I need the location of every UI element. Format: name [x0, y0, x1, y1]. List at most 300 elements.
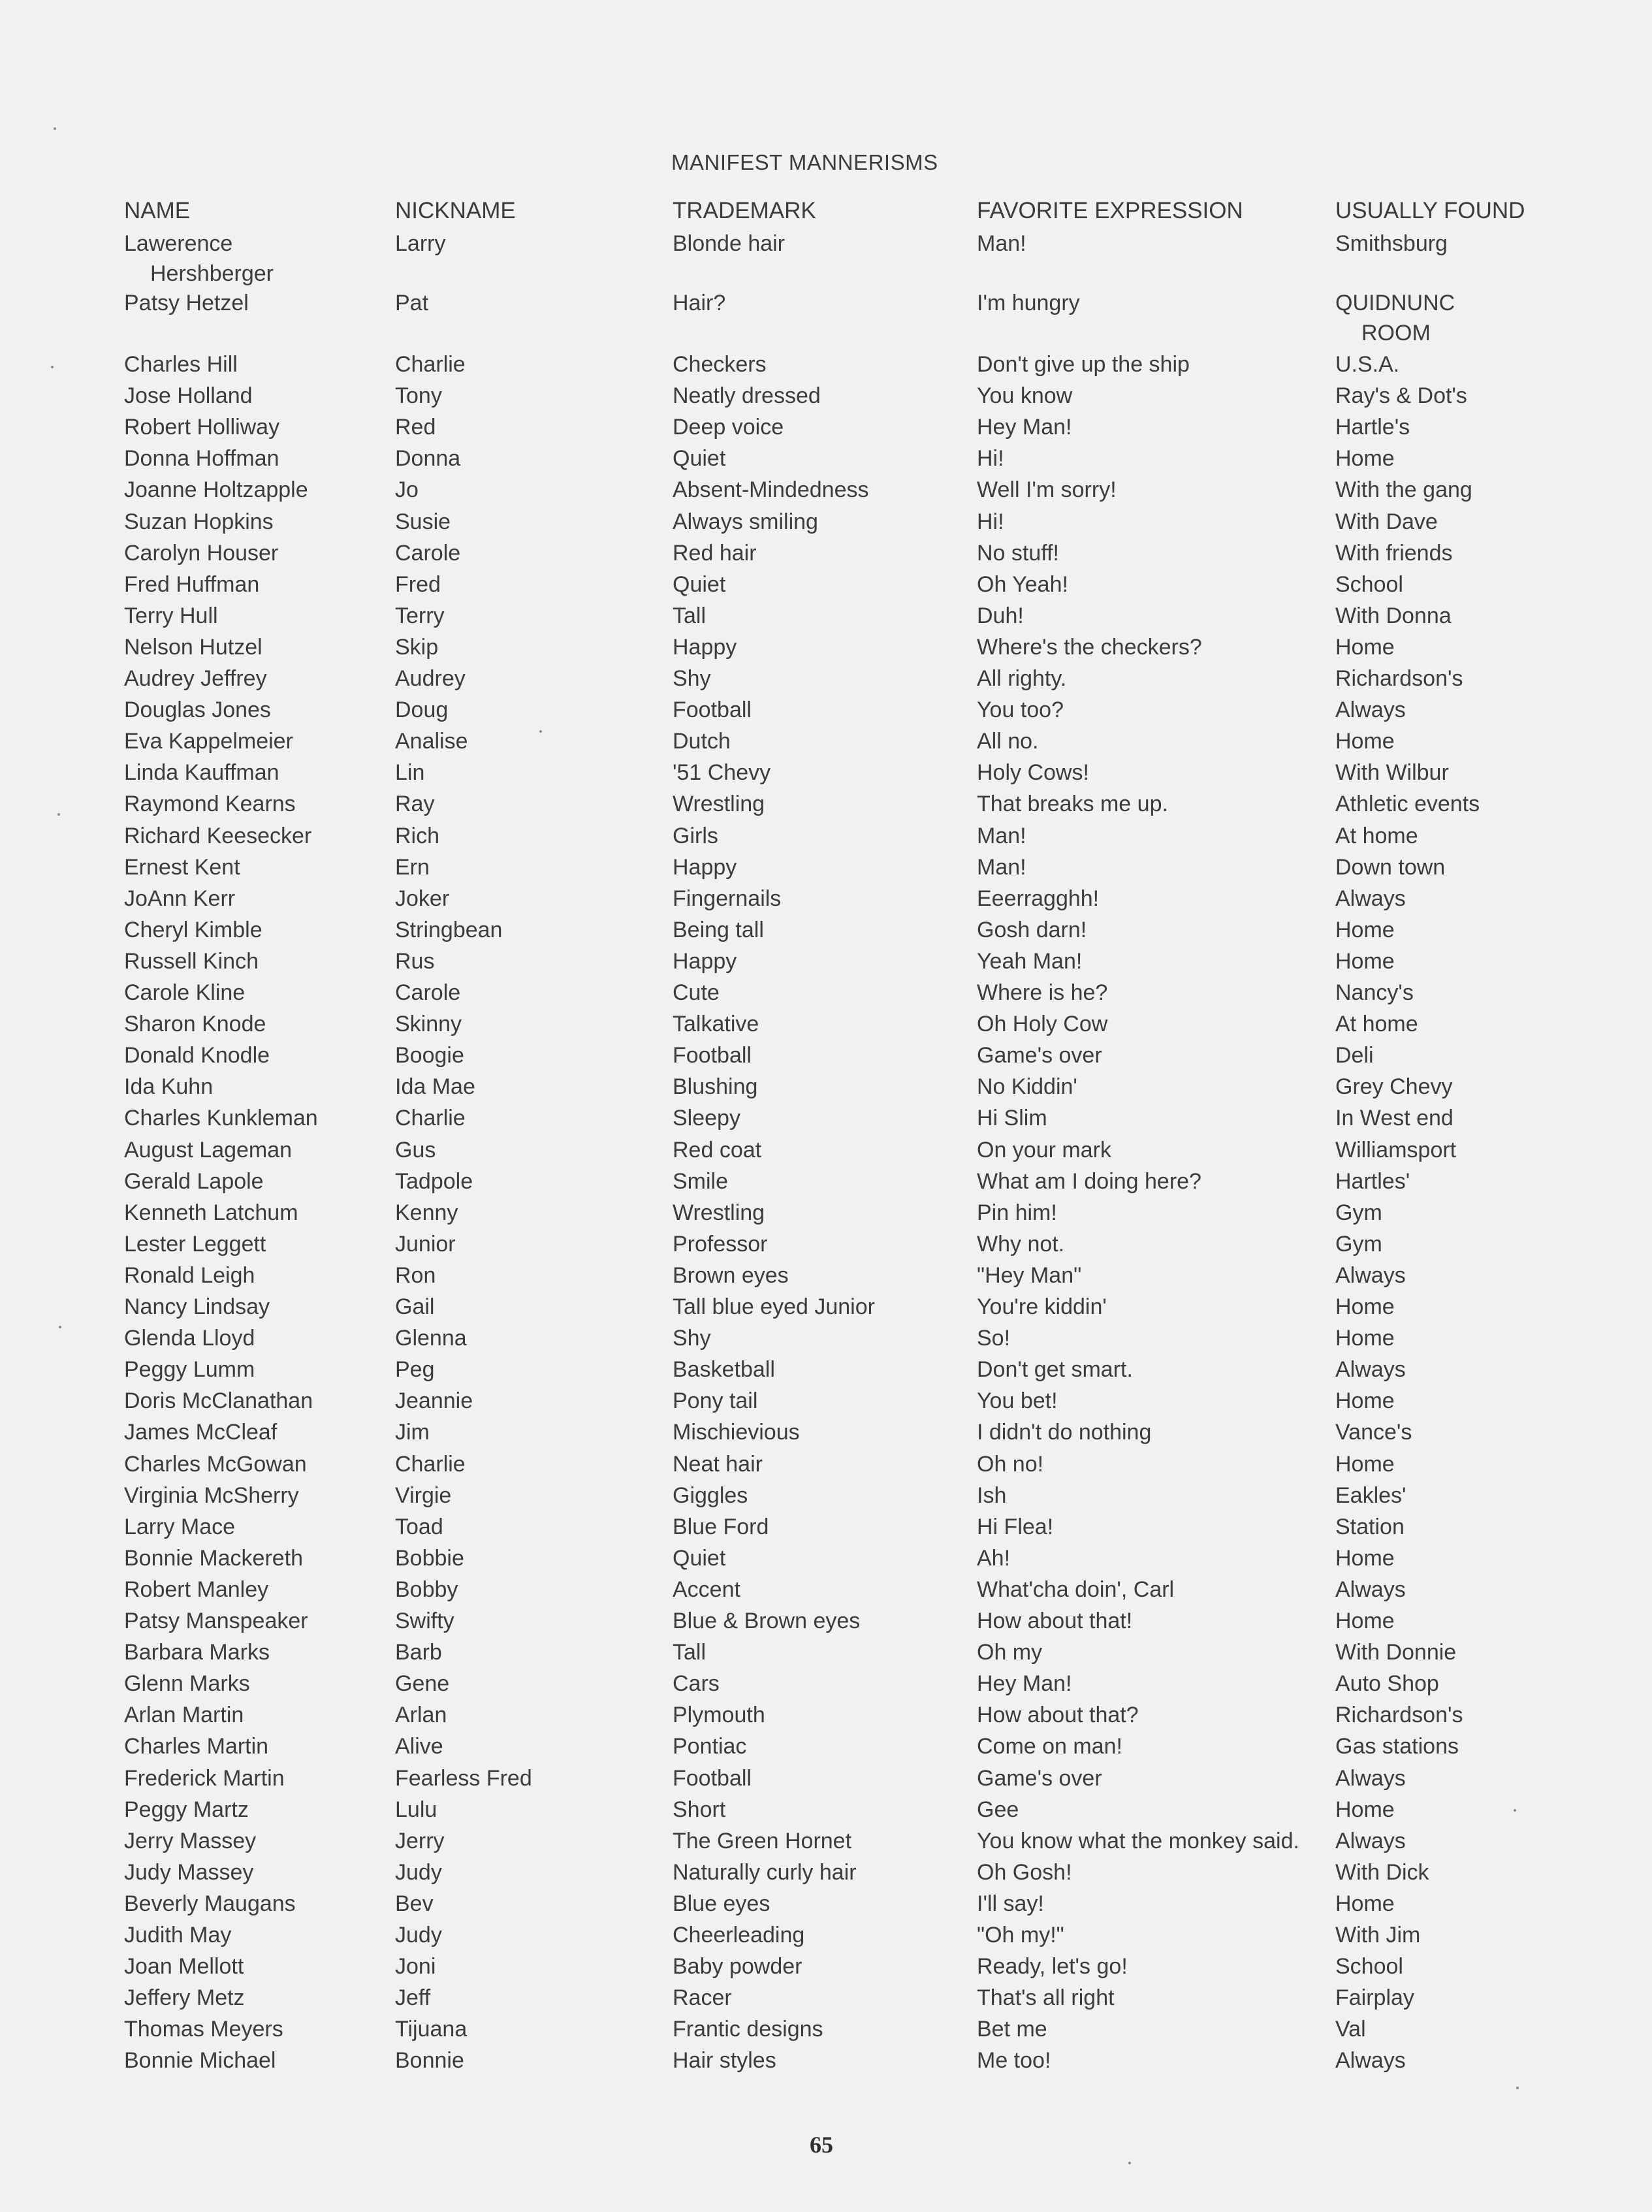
cell-name-continuation: Hershberger [150, 261, 274, 286]
cell-usually-found-text: Home [1335, 1546, 1395, 1571]
cell-usually-found-text: Home [1335, 949, 1395, 974]
cell-name-text: Lester Leggett [124, 1232, 266, 1257]
cell-usually-found [1335, 1072, 1636, 1102]
cell-name [124, 381, 385, 411]
cell-nickname-text: Bobby [395, 1577, 458, 1602]
cell-trademark-text: Pontiac [673, 1734, 747, 1759]
table-row [0, 1009, 1652, 1039]
cell-name-text: Bonnie Mackereth [124, 1546, 304, 1571]
cell-favorite-expression-text: All righty. [977, 666, 1067, 691]
cell-favorite-expression [977, 1040, 1329, 1070]
cell-usually-found-text: With friends [1335, 541, 1453, 566]
cell-favorite-expression [977, 1951, 1329, 1981]
cell-usually-found [1335, 1920, 1636, 1950]
cell-name-text: Arlan Martin [124, 1703, 244, 1727]
cell-trademark [673, 1103, 973, 1133]
cell-favorite-expression-text: Well I'm sorry! [977, 477, 1117, 502]
cell-favorite-expression-text: Hey Man! [977, 1671, 1072, 1696]
cell-trademark [673, 1481, 973, 1511]
cell-nickname-text: Jeannie [395, 1388, 473, 1413]
table-row [0, 1354, 1652, 1385]
table-row [0, 2014, 1652, 2044]
cell-nickname [395, 1889, 663, 1919]
cell-name [124, 1354, 385, 1385]
cell-name [124, 2045, 385, 2076]
table-row [0, 381, 1652, 411]
page-number: 65 [810, 2132, 833, 2158]
cell-favorite-expression [977, 569, 1329, 600]
cell-usually-found-text: At home [1335, 1012, 1418, 1036]
cell-name-text: Larry Mace [124, 1515, 236, 1539]
cell-trademark-text: Happy [673, 635, 737, 660]
cell-name-text: Suzan Hopkins [124, 509, 274, 534]
table-row [0, 1417, 1652, 1447]
cell-favorite-expression [977, 915, 1329, 945]
table-row [0, 1198, 1652, 1228]
cell-name [124, 946, 385, 976]
cell-usually-found [1335, 1826, 1636, 1856]
cell-usually-found [1335, 1135, 1636, 1165]
cell-favorite-expression-text: You know what the monkey said. [977, 1829, 1299, 1853]
cell-trademark [673, 1292, 973, 1322]
cell-trademark [673, 1763, 973, 1793]
cell-usually-found [1335, 789, 1636, 819]
cell-usually-found [1335, 229, 1636, 259]
cell-trademark [673, 1920, 973, 1950]
cell-name [124, 1983, 385, 2013]
cell-nickname-text: Fearless Fred [395, 1766, 532, 1791]
cell-name-text: Robert Holliway [124, 415, 280, 440]
cell-nickname-text: Bobbie [395, 1546, 464, 1571]
cell-nickname [395, 1826, 663, 1856]
cell-nickname-text: Charlie [395, 1452, 466, 1477]
cell-name-text: Glenn Marks [124, 1671, 250, 1696]
cell-nickname [395, 1700, 663, 1730]
cell-nickname [395, 726, 663, 756]
cell-usually-found [1335, 412, 1636, 442]
cell-usually-found-text: With Dick [1335, 1860, 1429, 1885]
cell-favorite-expression [977, 1983, 1329, 2013]
cell-favorite-expression-text: Hi Flea! [977, 1515, 1054, 1539]
cell-favorite-expression [977, 443, 1329, 473]
cell-name-text: Peggy Lumm [124, 1357, 255, 1382]
cell-favorite-expression-text: I'm hungry [977, 291, 1080, 315]
cell-favorite-expression-text: All no. [977, 729, 1039, 754]
cell-usually-found-text: School [1335, 572, 1403, 597]
cell-usually-found [1335, 443, 1636, 473]
cell-favorite-expression [977, 632, 1329, 662]
cell-nickname-text: Gene [395, 1671, 450, 1696]
cell-nickname-text: Doug [395, 697, 449, 722]
cell-nickname-text: Pat [395, 291, 429, 315]
cell-trademark [673, 946, 973, 976]
cell-nickname-text: Gail [395, 1294, 435, 1319]
cell-favorite-expression [977, 1512, 1329, 1542]
cell-usually-found [1335, 1229, 1636, 1259]
cell-name [124, 507, 385, 537]
cell-favorite-expression-text: Why not. [977, 1232, 1065, 1257]
cell-favorite-expression-text: Don't give up the ship [977, 352, 1190, 377]
cell-trademark [673, 1889, 973, 1919]
cell-trademark-text: '51 Chevy [673, 760, 771, 785]
table-row [0, 758, 1652, 788]
cell-nickname [395, 1354, 663, 1385]
cell-nickname [395, 1606, 663, 1636]
cell-name-text: Nelson Hutzel [124, 635, 262, 660]
cell-name-text: Charles McGowan [124, 1452, 307, 1477]
cell-name-text: Richard Keesecker [124, 824, 312, 848]
cell-favorite-expression-text: On your mark [977, 1138, 1111, 1162]
cell-name-text: Jose Holland [124, 383, 253, 408]
cell-trademark-text: Smile [673, 1169, 729, 1194]
cell-name-text: James McCleaf [124, 1420, 278, 1445]
table-row [0, 349, 1652, 379]
cell-name-text: Charles Martin [124, 1734, 269, 1759]
cell-name [124, 1009, 385, 1039]
cell-trademark-text: Cute [673, 980, 720, 1005]
cell-nickname-text: Junior [395, 1232, 456, 1257]
cell-name-text: Sharon Knode [124, 1012, 266, 1036]
table-row [0, 1763, 1652, 1793]
cell-nickname-text: Charlie [395, 352, 466, 377]
table-row [0, 229, 1652, 286]
cell-trademark [673, 1637, 973, 1667]
cell-nickname-text: Peg [395, 1357, 435, 1382]
cell-nickname-text: Skinny [395, 1012, 462, 1036]
cell-nickname-text: Larry [395, 231, 446, 256]
cell-name-text: Terry Hull [124, 603, 218, 628]
cell-name [124, 1575, 385, 1605]
cell-usually-found-text: Always [1335, 1829, 1406, 1853]
cell-usually-found [1335, 1763, 1636, 1793]
cell-usually-found [1335, 1512, 1636, 1542]
cell-trademark [673, 569, 973, 600]
cell-nickname [395, 1386, 663, 1416]
table-row [0, 412, 1652, 442]
cell-nickname [395, 1920, 663, 1950]
cell-usually-found [1335, 507, 1636, 537]
cell-name [124, 884, 385, 914]
cell-name [124, 349, 385, 379]
cell-favorite-expression [977, 1229, 1329, 1259]
cell-favorite-expression-text: Gee [977, 1797, 1019, 1822]
cell-favorite-expression-text: Game's over [977, 1043, 1102, 1068]
cell-nickname-text: Donna [395, 446, 461, 471]
cell-nickname [395, 695, 663, 725]
cell-name-text: Doris McClanathan [124, 1388, 313, 1413]
cell-favorite-expression [977, 1826, 1329, 1856]
cell-nickname-text: Jim [395, 1420, 430, 1445]
cell-nickname [395, 1512, 663, 1542]
cell-usually-found-text: Eakles' [1335, 1483, 1406, 1508]
cell-name-text: Thomas Meyers [124, 2017, 283, 2042]
cell-trademark [673, 1354, 973, 1385]
cell-favorite-expression-text: Yeah Man! [977, 949, 1083, 974]
cell-name-text: Ronald Leigh [124, 1263, 255, 1288]
cell-favorite-expression-text: Oh Yeah! [977, 572, 1068, 597]
cell-nickname [395, 507, 663, 537]
cell-usually-found-text: With Donnie [1335, 1640, 1457, 1665]
table-row [0, 288, 1652, 345]
cell-name [124, 601, 385, 631]
cell-nickname [395, 1135, 663, 1165]
cell-favorite-expression [977, 1795, 1329, 1825]
cell-trademark-text: The Green Hornet [673, 1829, 852, 1853]
cell-favorite-expression-text: "Oh my!" [977, 1923, 1064, 1948]
cell-usually-found [1335, 1166, 1636, 1196]
cell-usually-found [1335, 538, 1636, 568]
cell-name-text: Glenda Lloyd [124, 1326, 255, 1351]
cell-name [124, 852, 385, 882]
table-row [0, 1889, 1652, 1919]
cell-trademark-text: Tall [673, 1640, 707, 1665]
cell-usually-found [1335, 978, 1636, 1008]
cell-usually-found [1335, 349, 1636, 379]
cell-usually-found-text: Home [1335, 1609, 1395, 1633]
cell-usually-found [1335, 475, 1636, 505]
cell-trademark-text: Girls [673, 824, 718, 848]
cell-favorite-expression [977, 1543, 1329, 1573]
cell-nickname-text: Rich [395, 824, 440, 848]
cell-usually-found [1335, 1449, 1636, 1479]
cell-favorite-expression-text: Me too! [977, 2048, 1051, 2073]
cell-trademark [673, 1543, 973, 1573]
cell-trademark-text: Absent-Mindedness [673, 477, 869, 502]
cell-usually-found-text: Gym [1335, 1232, 1382, 1257]
cell-usually-found [1335, 1323, 1636, 1353]
cell-usually-found-text: Always [1335, 1263, 1406, 1288]
cell-favorite-expression-text: Eeerragghh! [977, 886, 1100, 911]
cell-usually-found [1335, 1795, 1636, 1825]
cell-favorite-expression-text: Ready, let's go! [977, 1954, 1128, 1979]
table-row [0, 1260, 1652, 1290]
cell-name-text: JoAnn Kerr [124, 886, 236, 911]
cell-name [124, 1417, 385, 1447]
cell-nickname [395, 538, 663, 568]
cell-trademark [673, 1072, 973, 1102]
cell-name [124, 1889, 385, 1919]
cell-nickname [395, 946, 663, 976]
cell-name-text: Virginia McSherry [124, 1483, 299, 1508]
cell-nickname [395, 1669, 663, 1699]
cell-nickname-text: Terry [395, 603, 445, 628]
table-row [0, 1920, 1652, 1950]
table-row [0, 884, 1652, 914]
table-row [0, 2045, 1652, 2076]
table-row [0, 1669, 1652, 1699]
cell-nickname-text: Toad [395, 1515, 443, 1539]
cell-usually-found-text: With the gang [1335, 477, 1472, 502]
cell-name-text: August Lageman [124, 1138, 293, 1162]
table-row [0, 1166, 1652, 1196]
cell-name [124, 664, 385, 694]
cell-nickname [395, 1040, 663, 1070]
cell-nickname [395, 229, 663, 259]
cell-name [124, 1731, 385, 1761]
table-row [0, 569, 1652, 600]
cell-nickname-text: Virgie [395, 1483, 452, 1508]
cell-favorite-expression [977, 2014, 1329, 2044]
cell-name [124, 1103, 385, 1133]
cell-trademark [673, 381, 973, 411]
cell-name [124, 1198, 385, 1228]
cell-name [124, 789, 385, 819]
cell-favorite-expression [977, 758, 1329, 788]
cell-nickname-text: Stringbean [395, 918, 503, 942]
cell-favorite-expression-text: Where's the checkers? [977, 635, 1202, 660]
table-row [0, 852, 1652, 882]
cell-nickname-text: Arlan [395, 1703, 447, 1727]
cell-favorite-expression [977, 1700, 1329, 1730]
cell-name-text: Douglas Jones [124, 697, 271, 722]
cell-usually-found-text: Always [1335, 697, 1406, 722]
cell-favorite-expression [977, 349, 1329, 379]
cell-nickname [395, 1166, 663, 1196]
cell-usually-found [1335, 2045, 1636, 2076]
cell-trademark [673, 1983, 973, 2013]
header-trademark: TRADEMARK [673, 198, 816, 223]
cell-name-text: Donna Hoffman [124, 446, 279, 471]
cell-trademark-text: Football [673, 697, 752, 722]
table-row [0, 1700, 1652, 1730]
cell-usually-found [1335, 726, 1636, 756]
cell-usually-found [1335, 758, 1636, 788]
cell-usually-found-text: Hartles' [1335, 1169, 1410, 1194]
table-row [0, 1512, 1652, 1542]
cell-favorite-expression-text: Man! [977, 231, 1026, 256]
cell-favorite-expression-text: Come on man! [977, 1734, 1122, 1759]
cell-favorite-expression-text: Oh Holy Cow [977, 1012, 1108, 1036]
cell-usually-found-text: Home [1335, 1294, 1395, 1319]
cell-trademark [673, 2014, 973, 2044]
cell-nickname-text: Swifty [395, 1609, 454, 1633]
cell-name [124, 1763, 385, 1793]
cell-name-text: Patsy Hetzel [124, 291, 249, 315]
cell-trademark [673, 2045, 973, 2076]
cell-name [124, 1072, 385, 1102]
cell-trademark [673, 758, 973, 788]
cell-trademark [673, 288, 973, 318]
cell-name [124, 1481, 385, 1511]
cell-trademark-text: Neatly dressed [673, 383, 821, 408]
cell-favorite-expression [977, 884, 1329, 914]
cell-usually-found [1335, 1669, 1636, 1699]
cell-usually-found [1335, 915, 1636, 945]
cell-nickname [395, 1951, 663, 1981]
cell-name-text: Joan Mellott [124, 1954, 244, 1979]
cell-favorite-expression-text: Bet me [977, 2017, 1047, 2042]
cell-usually-found-text: Always [1335, 1357, 1406, 1382]
cell-trademark [673, 1229, 973, 1259]
cell-nickname-text: Gus [395, 1138, 436, 1162]
cell-nickname [395, 349, 663, 379]
cell-trademark-text: Baby powder [673, 1954, 802, 1979]
table-row [0, 475, 1652, 505]
cell-favorite-expression-text: Oh Gosh! [977, 1860, 1072, 1885]
cell-favorite-expression [977, 821, 1329, 851]
cell-usually-found-text: Smithsburg [1335, 231, 1448, 256]
cell-name [124, 475, 385, 505]
cell-usually-found [1335, 1103, 1636, 1133]
cell-usually-found [1335, 1700, 1636, 1730]
cell-favorite-expression [977, 1417, 1329, 1447]
cell-favorite-expression-text: You bet! [977, 1388, 1058, 1413]
cell-trademark [673, 1260, 973, 1290]
cell-usually-found [1335, 664, 1636, 694]
cell-nickname [395, 1481, 663, 1511]
cell-favorite-expression-text: That breaks me up. [977, 792, 1168, 816]
cell-favorite-expression [977, 2045, 1329, 2076]
cell-usually-found-text: Val [1335, 2017, 1366, 2042]
cell-name [124, 632, 385, 662]
cell-favorite-expression-text: Ish [977, 1483, 1007, 1508]
cell-nickname [395, 1260, 663, 1290]
table-row [0, 821, 1652, 851]
cell-nickname-text: Alive [395, 1734, 443, 1759]
cell-favorite-expression-text: I'll say! [977, 1891, 1044, 1916]
scan-speck [59, 1326, 61, 1328]
cell-name [124, 1826, 385, 1856]
scan-speck [54, 127, 56, 130]
cell-nickname-text: Judy [395, 1860, 442, 1885]
cell-nickname-text: Tony [395, 383, 442, 408]
cell-name [124, 2014, 385, 2044]
cell-nickname-text: Jerry [395, 1829, 445, 1853]
cell-usually-found [1335, 946, 1636, 976]
cell-trademark-text: Accent [673, 1577, 740, 1602]
cell-trademark-text: Talkative [673, 1012, 759, 1036]
cell-nickname [395, 1983, 663, 2013]
cell-trademark-text: Blushing [673, 1074, 758, 1099]
cell-trademark-text: Racer [673, 1985, 732, 2010]
cell-favorite-expression-text: You know [977, 383, 1073, 408]
cell-name [124, 821, 385, 851]
cell-nickname-text: Jo [395, 477, 419, 502]
cell-favorite-expression-text: Hey Man! [977, 415, 1072, 440]
cell-name-text: Cheryl Kimble [124, 918, 262, 942]
table-row [0, 1983, 1652, 2013]
cell-nickname [395, 443, 663, 473]
cell-trademark-text: Hair? [673, 291, 726, 315]
cell-name-text: Linda Kauffman [124, 760, 279, 785]
cell-name-text: Jeffery Metz [124, 1985, 245, 2010]
table-row [0, 1040, 1652, 1070]
cell-favorite-expression [977, 789, 1329, 819]
cell-usually-found-text: Home [1335, 1797, 1395, 1822]
cell-nickname [395, 915, 663, 945]
cell-usually-found-text: School [1335, 1954, 1403, 1979]
cell-favorite-expression-text: You too? [977, 697, 1064, 722]
cell-trademark [673, 412, 973, 442]
table-row [0, 915, 1652, 945]
cell-nickname [395, 412, 663, 442]
cell-trademark-text: Blue Ford [673, 1515, 769, 1539]
table-row [0, 1606, 1652, 1636]
cell-usually-found-text: With Dave [1335, 509, 1438, 534]
cell-name-text: Robert Manley [124, 1577, 269, 1602]
cell-nickname [395, 1637, 663, 1667]
cell-name [124, 1135, 385, 1165]
cell-usually-found-text: Auto Shop [1335, 1671, 1439, 1696]
cell-nickname-text: Joker [395, 886, 450, 911]
cell-name [124, 1040, 385, 1070]
cell-usually-found-continuation: ROOM [1361, 321, 1431, 345]
cell-trademark-text: Quiet [673, 572, 726, 597]
cell-trademark-text: Quiet [673, 1546, 726, 1571]
cell-nickname-text: Audrey [395, 666, 466, 691]
cell-usually-found [1335, 1857, 1636, 1887]
cell-usually-found-text: Home [1335, 729, 1395, 754]
